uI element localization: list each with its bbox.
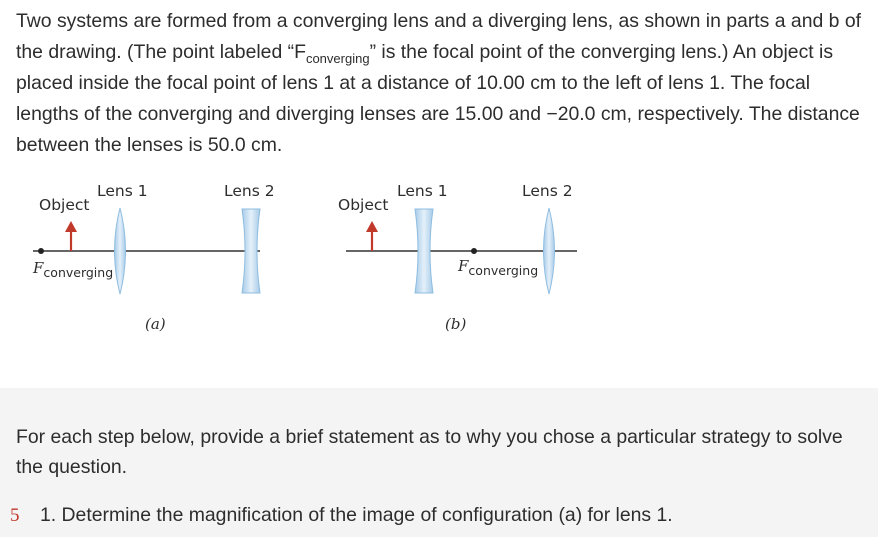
lens2-label-a: Lens 2: [224, 182, 275, 200]
caption-a: (a): [145, 315, 166, 333]
problem-subscript: converging: [305, 51, 370, 66]
caption-b: (b): [445, 315, 467, 333]
question-number: 5: [10, 505, 20, 526]
diverging-lens-1-b: [415, 209, 433, 293]
focal-label-b: $F_{converging}$: [458, 257, 539, 278]
diverging-lens-2-a: [242, 209, 260, 293]
object-arrow-b: [366, 221, 378, 251]
problem-text-part2: ” is the focal point of the converging lens.) An object is placed inside the focal point of lens 1 at a distance of 10.00 cm to the left of lens 1. The focal lengths of the converging and diverging lenses are 15.00 and −20.0 cm, respectively. The distance between the lenses is 50.0 cm.: [16, 41, 860, 156]
focal-point-dot-a: [38, 248, 44, 254]
config-a: [32, 182, 275, 333]
focal-point-dot-b: [471, 248, 477, 254]
object-label-a: Object: [39, 196, 90, 214]
config-b: [338, 182, 577, 333]
converging-lens-2-b: [544, 208, 555, 294]
converging-lens-1-a: [115, 208, 126, 294]
focal-label-a: $F_{converging}$: [33, 259, 114, 280]
strategy-instructions: For each step below, provide a brief statement as to why you chose a particular strategy to solve the question.: [16, 426, 843, 478]
lens-diagram: [20, 172, 590, 347]
lens1-label-a: Lens 1: [97, 182, 148, 200]
lens2-label-b: Lens 2: [522, 182, 573, 200]
lens-diagram-svg: [20, 172, 590, 347]
problem-statement: [16, 6, 868, 161]
object-label-b: Object: [338, 196, 389, 214]
problem-text-part1: Two systems are formed from a converging lens and a diverging lens, as shown in parts a and b of the drawing. (The point labeled “F: [16, 10, 862, 63]
object-arrow-a: [65, 221, 77, 251]
lens1-label-b: Lens 1: [397, 182, 448, 200]
question-text: 1. Determine the magnification of the image of configuration (a) for lens 1.: [40, 504, 673, 526]
question-panel: [0, 388, 878, 537]
question-row: [10, 500, 673, 531]
